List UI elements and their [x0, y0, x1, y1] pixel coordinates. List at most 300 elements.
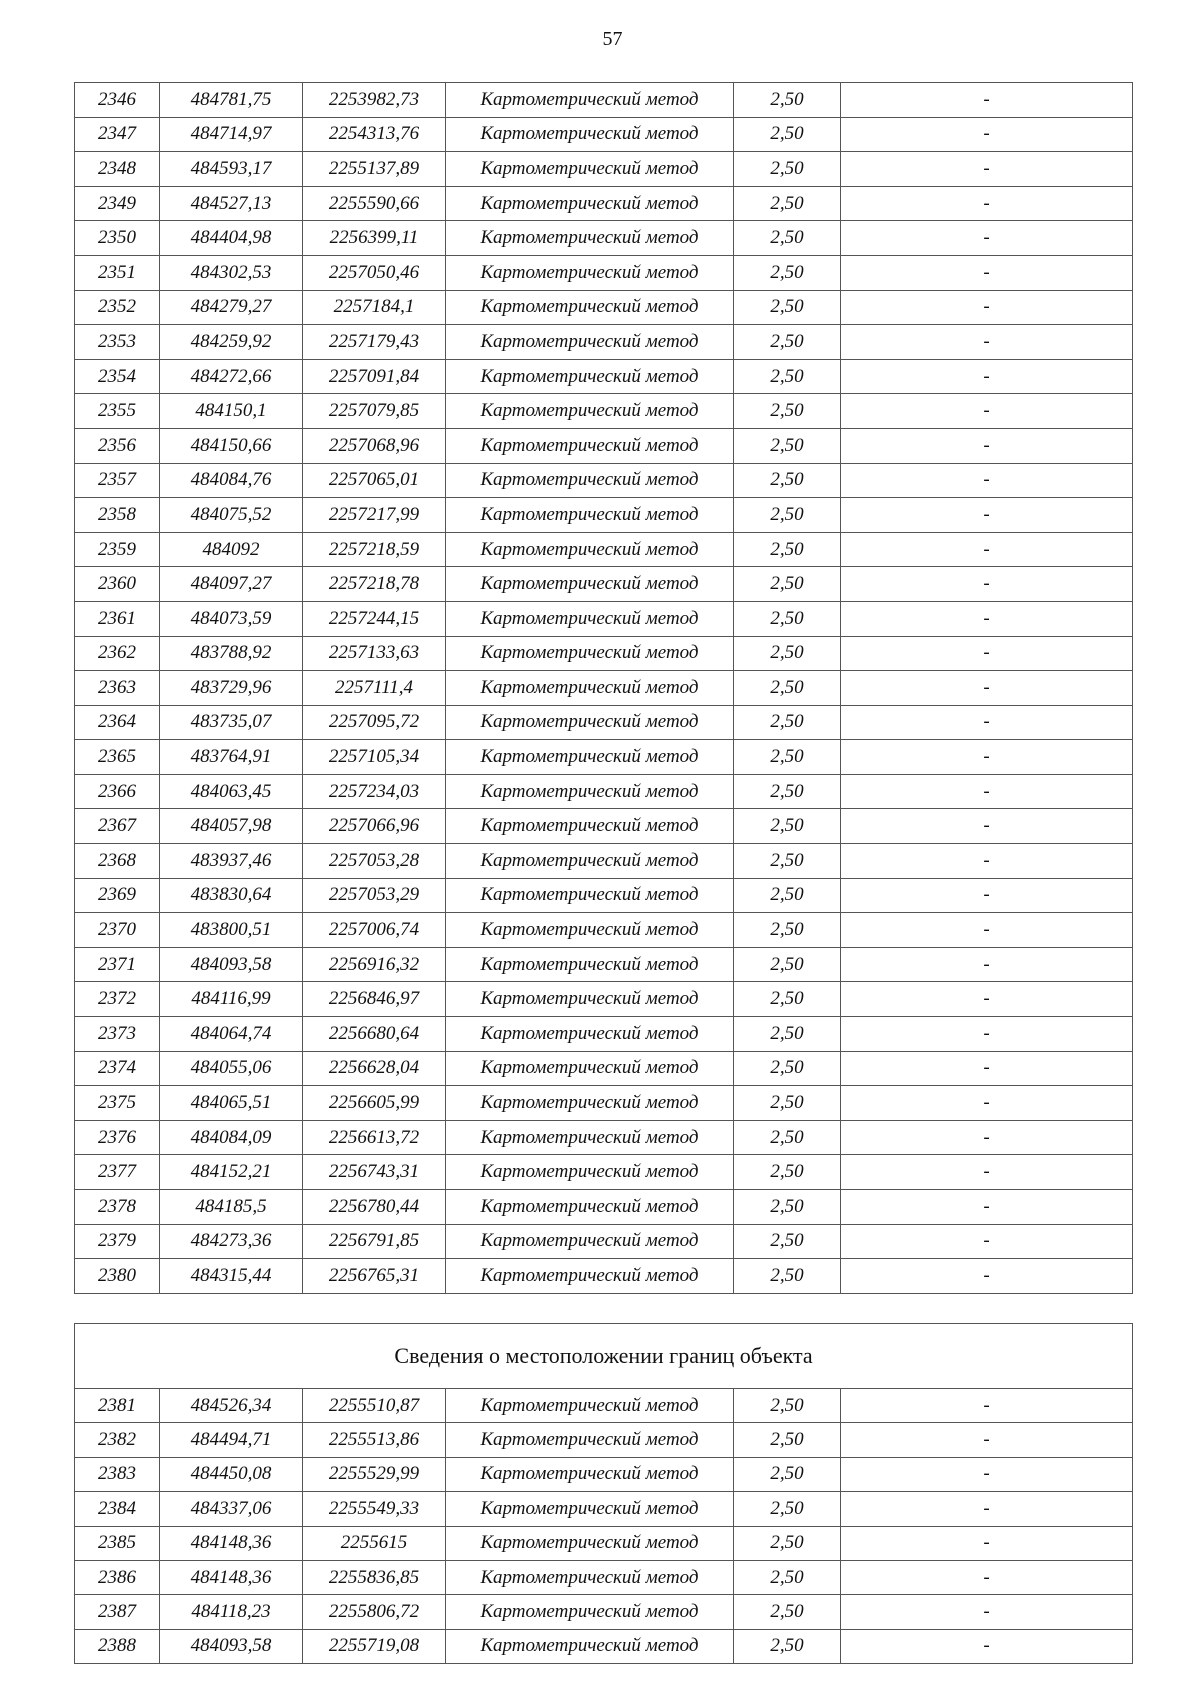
- point-number-cell: 2351: [75, 255, 160, 290]
- table-row: [75, 809, 1133, 844]
- y-coordinate-cell: 2257234,03: [303, 774, 446, 809]
- method-cell: Картометрический метод: [446, 1526, 734, 1560]
- x-coordinate-cell: 484092: [160, 532, 303, 567]
- note-cell: -: [841, 255, 1133, 290]
- y-coordinate-cell: 2256765,31: [303, 1259, 446, 1294]
- note-cell: -: [841, 774, 1133, 809]
- note-cell: -: [841, 1086, 1133, 1121]
- table-row: [75, 1629, 1133, 1663]
- y-coordinate-cell: 2257105,34: [303, 740, 446, 775]
- note-cell: -: [841, 636, 1133, 671]
- precision-cell: 2,50: [734, 774, 841, 809]
- point-number-cell: 2372: [75, 982, 160, 1017]
- method-cell: Картометрический метод: [446, 152, 734, 187]
- x-coordinate-cell: 484315,44: [160, 1259, 303, 1294]
- point-number-cell: 2371: [75, 947, 160, 982]
- method-cell: Картометрический метод: [446, 567, 734, 602]
- precision-cell: 2,50: [734, 809, 841, 844]
- point-number-cell: 2374: [75, 1051, 160, 1086]
- method-cell: Картометрический метод: [446, 947, 734, 982]
- method-cell: Картометрический метод: [446, 1492, 734, 1526]
- y-coordinate-cell: 2257065,01: [303, 463, 446, 498]
- table-row: [75, 1595, 1133, 1629]
- table-row: [75, 1423, 1133, 1457]
- method-cell: Картометрический метод: [446, 290, 734, 325]
- point-number-cell: 2353: [75, 325, 160, 360]
- method-cell: Картометрический метод: [446, 1086, 734, 1121]
- x-coordinate-cell: 484272,66: [160, 359, 303, 394]
- method-cell: Картометрический метод: [446, 601, 734, 636]
- table-row: [75, 325, 1133, 360]
- note-cell: -: [841, 671, 1133, 706]
- table-row: [75, 844, 1133, 879]
- table-row: [75, 913, 1133, 948]
- method-cell: Картометрический метод: [446, 705, 734, 740]
- precision-cell: 2,50: [734, 1526, 841, 1560]
- precision-cell: 2,50: [734, 844, 841, 879]
- point-number-cell: 2368: [75, 844, 160, 879]
- y-coordinate-cell: 2257218,59: [303, 532, 446, 567]
- table-row: [75, 878, 1133, 913]
- precision-cell: 2,50: [734, 1492, 841, 1526]
- x-coordinate-cell: 484526,34: [160, 1389, 303, 1423]
- y-coordinate-cell: 2257050,46: [303, 255, 446, 290]
- note-cell: -: [841, 740, 1133, 775]
- precision-cell: 2,50: [734, 740, 841, 775]
- note-cell: -: [841, 152, 1133, 187]
- note-cell: -: [841, 359, 1133, 394]
- table-row: [75, 671, 1133, 706]
- method-cell: Картометрический метод: [446, 325, 734, 360]
- point-number-cell: 2386: [75, 1560, 160, 1594]
- point-number-cell: 2347: [75, 117, 160, 152]
- table-row: [75, 982, 1133, 1017]
- point-number-cell: 2384: [75, 1492, 160, 1526]
- y-coordinate-cell: 2257006,74: [303, 913, 446, 948]
- precision-cell: 2,50: [734, 463, 841, 498]
- point-number-cell: 2378: [75, 1190, 160, 1225]
- table-row: [75, 1190, 1133, 1225]
- y-coordinate-cell: 2255529,99: [303, 1457, 446, 1491]
- method-cell: Картометрический метод: [446, 636, 734, 671]
- note-cell: -: [841, 1259, 1133, 1294]
- table-row: [75, 152, 1133, 187]
- table-row: [75, 636, 1133, 671]
- section-caption: Сведения о местоположении границ объекта: [75, 1324, 1133, 1389]
- table-row: [75, 1086, 1133, 1121]
- point-number-cell: 2370: [75, 913, 160, 948]
- precision-cell: 2,50: [734, 705, 841, 740]
- y-coordinate-cell: 2256743,31: [303, 1155, 446, 1190]
- precision-cell: 2,50: [734, 1595, 841, 1629]
- x-coordinate-cell: 483735,07: [160, 705, 303, 740]
- x-coordinate-cell: 484073,59: [160, 601, 303, 636]
- precision-cell: 2,50: [734, 1629, 841, 1663]
- table-row: [75, 498, 1133, 533]
- table-row: [75, 83, 1133, 118]
- x-coordinate-cell: 484063,45: [160, 774, 303, 809]
- precision-cell: 2,50: [734, 83, 841, 118]
- table-row: [75, 1457, 1133, 1491]
- point-number-cell: 2383: [75, 1457, 160, 1491]
- y-coordinate-cell: 2256399,11: [303, 221, 446, 256]
- note-cell: -: [841, 844, 1133, 879]
- point-number-cell: 2362: [75, 636, 160, 671]
- precision-cell: 2,50: [734, 1259, 841, 1294]
- method-cell: Картометрический метод: [446, 83, 734, 118]
- table-row: [75, 290, 1133, 325]
- precision-cell: 2,50: [734, 671, 841, 706]
- table-row: [75, 774, 1133, 809]
- x-coordinate-cell: 484494,71: [160, 1423, 303, 1457]
- method-cell: Картометрический метод: [446, 1190, 734, 1225]
- x-coordinate-cell: 484148,36: [160, 1526, 303, 1560]
- y-coordinate-cell: 2257066,96: [303, 809, 446, 844]
- precision-cell: 2,50: [734, 1560, 841, 1594]
- point-number-cell: 2360: [75, 567, 160, 602]
- table-row: [75, 1526, 1133, 1560]
- table-row: [75, 1224, 1133, 1259]
- y-coordinate-cell: 2257095,72: [303, 705, 446, 740]
- table-row: [75, 255, 1133, 290]
- precision-cell: 2,50: [734, 221, 841, 256]
- y-coordinate-cell: 2257179,43: [303, 325, 446, 360]
- boundary-coordinates-table: [74, 1323, 1133, 1664]
- note-cell: -: [841, 1389, 1133, 1423]
- method-cell: Картометрический метод: [446, 186, 734, 221]
- method-cell: Картометрический метод: [446, 117, 734, 152]
- point-number-cell: 2380: [75, 1259, 160, 1294]
- method-cell: Картометрический метод: [446, 1017, 734, 1052]
- note-cell: -: [841, 705, 1133, 740]
- y-coordinate-cell: 2257184,1: [303, 290, 446, 325]
- table-row: [75, 359, 1133, 394]
- precision-cell: 2,50: [734, 1155, 841, 1190]
- x-coordinate-cell: 484593,17: [160, 152, 303, 187]
- y-coordinate-cell: 2257111,4: [303, 671, 446, 706]
- precision-cell: 2,50: [734, 359, 841, 394]
- note-cell: -: [841, 1526, 1133, 1560]
- y-coordinate-cell: 2257079,85: [303, 394, 446, 429]
- precision-cell: 2,50: [734, 290, 841, 325]
- page-number: 57: [602, 28, 623, 50]
- table-row: [75, 740, 1133, 775]
- point-number-cell: 2373: [75, 1017, 160, 1052]
- table-row: [75, 601, 1133, 636]
- method-cell: Картометрический метод: [446, 532, 734, 567]
- x-coordinate-cell: 484150,1: [160, 394, 303, 429]
- precision-cell: 2,50: [734, 601, 841, 636]
- table-row: [75, 221, 1133, 256]
- x-coordinate-cell: 484152,21: [160, 1155, 303, 1190]
- table-row: [75, 1492, 1133, 1526]
- y-coordinate-cell: 2255806,72: [303, 1595, 446, 1629]
- x-coordinate-cell: 484065,51: [160, 1086, 303, 1121]
- precision-cell: 2,50: [734, 428, 841, 463]
- y-coordinate-cell: 2256846,97: [303, 982, 446, 1017]
- note-cell: -: [841, 186, 1133, 221]
- y-coordinate-cell: 2255836,85: [303, 1560, 446, 1594]
- precision-cell: 2,50: [734, 1120, 841, 1155]
- point-number-cell: 2382: [75, 1423, 160, 1457]
- point-number-cell: 2379: [75, 1224, 160, 1259]
- x-coordinate-cell: 483764,91: [160, 740, 303, 775]
- note-cell: -: [841, 117, 1133, 152]
- table-row: [75, 1120, 1133, 1155]
- method-cell: Картометрический метод: [446, 1560, 734, 1594]
- x-coordinate-cell: 484273,36: [160, 1224, 303, 1259]
- boundary-coordinates-table-body: [75, 1324, 1133, 1664]
- x-coordinate-cell: 484075,52: [160, 498, 303, 533]
- precision-cell: 2,50: [734, 1051, 841, 1086]
- y-coordinate-cell: 2253982,73: [303, 83, 446, 118]
- method-cell: Картометрический метод: [446, 1120, 734, 1155]
- point-number-cell: 2346: [75, 83, 160, 118]
- method-cell: Картометрический метод: [446, 1259, 734, 1294]
- point-number-cell: 2364: [75, 705, 160, 740]
- note-cell: -: [841, 601, 1133, 636]
- point-number-cell: 2349: [75, 186, 160, 221]
- point-number-cell: 2361: [75, 601, 160, 636]
- point-number-cell: 2359: [75, 532, 160, 567]
- note-cell: -: [841, 1120, 1133, 1155]
- method-cell: Картометрический метод: [446, 844, 734, 879]
- point-number-cell: 2356: [75, 428, 160, 463]
- y-coordinate-cell: 2256780,44: [303, 1190, 446, 1225]
- method-cell: Картометрический метод: [446, 774, 734, 809]
- y-coordinate-cell: 2255719,08: [303, 1629, 446, 1663]
- note-cell: -: [841, 221, 1133, 256]
- coordinates-table: [74, 82, 1133, 1294]
- point-number-cell: 2376: [75, 1120, 160, 1155]
- method-cell: Картометрический метод: [446, 1051, 734, 1086]
- method-cell: Картометрический метод: [446, 1457, 734, 1491]
- table-row: [75, 428, 1133, 463]
- precision-cell: 2,50: [734, 636, 841, 671]
- table-row: [75, 1051, 1133, 1086]
- table-row: [75, 394, 1133, 429]
- y-coordinate-cell: 2255590,66: [303, 186, 446, 221]
- y-coordinate-cell: 2256628,04: [303, 1051, 446, 1086]
- point-number-cell: 2355: [75, 394, 160, 429]
- note-cell: -: [841, 913, 1133, 948]
- method-cell: Картометрический метод: [446, 463, 734, 498]
- method-cell: Картометрический метод: [446, 394, 734, 429]
- note-cell: -: [841, 1560, 1133, 1594]
- x-coordinate-cell: 484093,58: [160, 947, 303, 982]
- method-cell: Картометрический метод: [446, 1629, 734, 1663]
- note-cell: -: [841, 428, 1133, 463]
- note-cell: -: [841, 1224, 1133, 1259]
- note-cell: -: [841, 809, 1133, 844]
- table-row: [75, 463, 1133, 498]
- x-coordinate-cell: 483800,51: [160, 913, 303, 948]
- note-cell: -: [841, 290, 1133, 325]
- x-coordinate-cell: 484279,27: [160, 290, 303, 325]
- method-cell: Картометрический метод: [446, 1389, 734, 1423]
- precision-cell: 2,50: [734, 1457, 841, 1491]
- section-caption-row: [75, 1324, 1133, 1389]
- method-cell: Картометрический метод: [446, 221, 734, 256]
- note-cell: -: [841, 947, 1133, 982]
- y-coordinate-cell: 2256613,72: [303, 1120, 446, 1155]
- table-row: [75, 532, 1133, 567]
- x-coordinate-cell: 484064,74: [160, 1017, 303, 1052]
- precision-cell: 2,50: [734, 1389, 841, 1423]
- x-coordinate-cell: 484084,09: [160, 1120, 303, 1155]
- y-coordinate-cell: 2257091,84: [303, 359, 446, 394]
- note-cell: -: [841, 1051, 1133, 1086]
- table-row: [75, 1259, 1133, 1294]
- table-row: [75, 1017, 1133, 1052]
- note-cell: -: [841, 1155, 1133, 1190]
- point-number-cell: 2357: [75, 463, 160, 498]
- note-cell: -: [841, 878, 1133, 913]
- y-coordinate-cell: 2255615: [303, 1526, 446, 1560]
- note-cell: -: [841, 325, 1133, 360]
- precision-cell: 2,50: [734, 913, 841, 948]
- point-number-cell: 2375: [75, 1086, 160, 1121]
- note-cell: -: [841, 1017, 1133, 1052]
- precision-cell: 2,50: [734, 186, 841, 221]
- precision-cell: 2,50: [734, 1190, 841, 1225]
- note-cell: -: [841, 1423, 1133, 1457]
- x-coordinate-cell: 484097,27: [160, 567, 303, 602]
- precision-cell: 2,50: [734, 325, 841, 360]
- method-cell: Картометрический метод: [446, 498, 734, 533]
- x-coordinate-cell: 484259,92: [160, 325, 303, 360]
- note-cell: -: [841, 1595, 1133, 1629]
- table-row: [75, 1155, 1133, 1190]
- method-cell: Картометрический метод: [446, 1224, 734, 1259]
- note-cell: -: [841, 1190, 1133, 1225]
- y-coordinate-cell: 2257217,99: [303, 498, 446, 533]
- x-coordinate-cell: 484118,23: [160, 1595, 303, 1629]
- point-number-cell: 2388: [75, 1629, 160, 1663]
- point-number-cell: 2354: [75, 359, 160, 394]
- precision-cell: 2,50: [734, 255, 841, 290]
- point-number-cell: 2381: [75, 1389, 160, 1423]
- precision-cell: 2,50: [734, 532, 841, 567]
- method-cell: Картометрический метод: [446, 982, 734, 1017]
- method-cell: Картометрический метод: [446, 1155, 734, 1190]
- method-cell: Картометрический метод: [446, 809, 734, 844]
- note-cell: -: [841, 982, 1133, 1017]
- y-coordinate-cell: 2255513,86: [303, 1423, 446, 1457]
- coordinates-table-body: [75, 83, 1133, 1294]
- y-coordinate-cell: 2257053,28: [303, 844, 446, 879]
- table-row: [75, 947, 1133, 982]
- note-cell: -: [841, 83, 1133, 118]
- x-coordinate-cell: 484404,98: [160, 221, 303, 256]
- y-coordinate-cell: 2257133,63: [303, 636, 446, 671]
- method-cell: Картометрический метод: [446, 913, 734, 948]
- x-coordinate-cell: 483729,96: [160, 671, 303, 706]
- point-number-cell: 2377: [75, 1155, 160, 1190]
- table-row: [75, 705, 1133, 740]
- point-number-cell: 2369: [75, 878, 160, 913]
- point-number-cell: 2363: [75, 671, 160, 706]
- note-cell: -: [841, 1629, 1133, 1663]
- point-number-cell: 2387: [75, 1595, 160, 1629]
- x-coordinate-cell: 484093,58: [160, 1629, 303, 1663]
- precision-cell: 2,50: [734, 1017, 841, 1052]
- x-coordinate-cell: 483788,92: [160, 636, 303, 671]
- x-coordinate-cell: 484714,97: [160, 117, 303, 152]
- precision-cell: 2,50: [734, 947, 841, 982]
- x-coordinate-cell: 484116,99: [160, 982, 303, 1017]
- y-coordinate-cell: 2255549,33: [303, 1492, 446, 1526]
- precision-cell: 2,50: [734, 117, 841, 152]
- x-coordinate-cell: 483937,46: [160, 844, 303, 879]
- y-coordinate-cell: 2257244,15: [303, 601, 446, 636]
- point-number-cell: 2366: [75, 774, 160, 809]
- precision-cell: 2,50: [734, 567, 841, 602]
- y-coordinate-cell: 2256791,85: [303, 1224, 446, 1259]
- precision-cell: 2,50: [734, 1224, 841, 1259]
- note-cell: -: [841, 498, 1133, 533]
- y-coordinate-cell: 2256605,99: [303, 1086, 446, 1121]
- x-coordinate-cell: 484337,06: [160, 1492, 303, 1526]
- note-cell: -: [841, 532, 1133, 567]
- precision-cell: 2,50: [734, 394, 841, 429]
- method-cell: Картометрический метод: [446, 1423, 734, 1457]
- x-coordinate-cell: 484084,76: [160, 463, 303, 498]
- x-coordinate-cell: 484450,08: [160, 1457, 303, 1491]
- x-coordinate-cell: 484781,75: [160, 83, 303, 118]
- y-coordinate-cell: 2255510,87: [303, 1389, 446, 1423]
- x-coordinate-cell: 484055,06: [160, 1051, 303, 1086]
- x-coordinate-cell: 484185,5: [160, 1190, 303, 1225]
- precision-cell: 2,50: [734, 152, 841, 187]
- table-row: [75, 186, 1133, 221]
- note-cell: -: [841, 394, 1133, 429]
- method-cell: Картометрический метод: [446, 1595, 734, 1629]
- method-cell: Картометрический метод: [446, 878, 734, 913]
- x-coordinate-cell: 484302,53: [160, 255, 303, 290]
- precision-cell: 2,50: [734, 878, 841, 913]
- point-number-cell: 2385: [75, 1526, 160, 1560]
- y-coordinate-cell: 2257053,29: [303, 878, 446, 913]
- y-coordinate-cell: 2256916,32: [303, 947, 446, 982]
- x-coordinate-cell: 484057,98: [160, 809, 303, 844]
- note-cell: -: [841, 1492, 1133, 1526]
- point-number-cell: 2367: [75, 809, 160, 844]
- note-cell: -: [841, 463, 1133, 498]
- precision-cell: 2,50: [734, 1086, 841, 1121]
- y-coordinate-cell: 2257068,96: [303, 428, 446, 463]
- table-row: [75, 1560, 1133, 1594]
- note-cell: -: [841, 1457, 1133, 1491]
- method-cell: Картометрический метод: [446, 428, 734, 463]
- x-coordinate-cell: 483830,64: [160, 878, 303, 913]
- table-row: [75, 567, 1133, 602]
- point-number-cell: 2358: [75, 498, 160, 533]
- table-row: [75, 1389, 1133, 1423]
- y-coordinate-cell: 2256680,64: [303, 1017, 446, 1052]
- method-cell: Картометрический метод: [446, 359, 734, 394]
- x-coordinate-cell: 484148,36: [160, 1560, 303, 1594]
- precision-cell: 2,50: [734, 982, 841, 1017]
- method-cell: Картометрический метод: [446, 255, 734, 290]
- y-coordinate-cell: 2254313,76: [303, 117, 446, 152]
- y-coordinate-cell: 2257218,78: [303, 567, 446, 602]
- precision-cell: 2,50: [734, 1423, 841, 1457]
- precision-cell: 2,50: [734, 498, 841, 533]
- method-cell: Картометрический метод: [446, 740, 734, 775]
- method-cell: Картометрический метод: [446, 671, 734, 706]
- x-coordinate-cell: 484150,66: [160, 428, 303, 463]
